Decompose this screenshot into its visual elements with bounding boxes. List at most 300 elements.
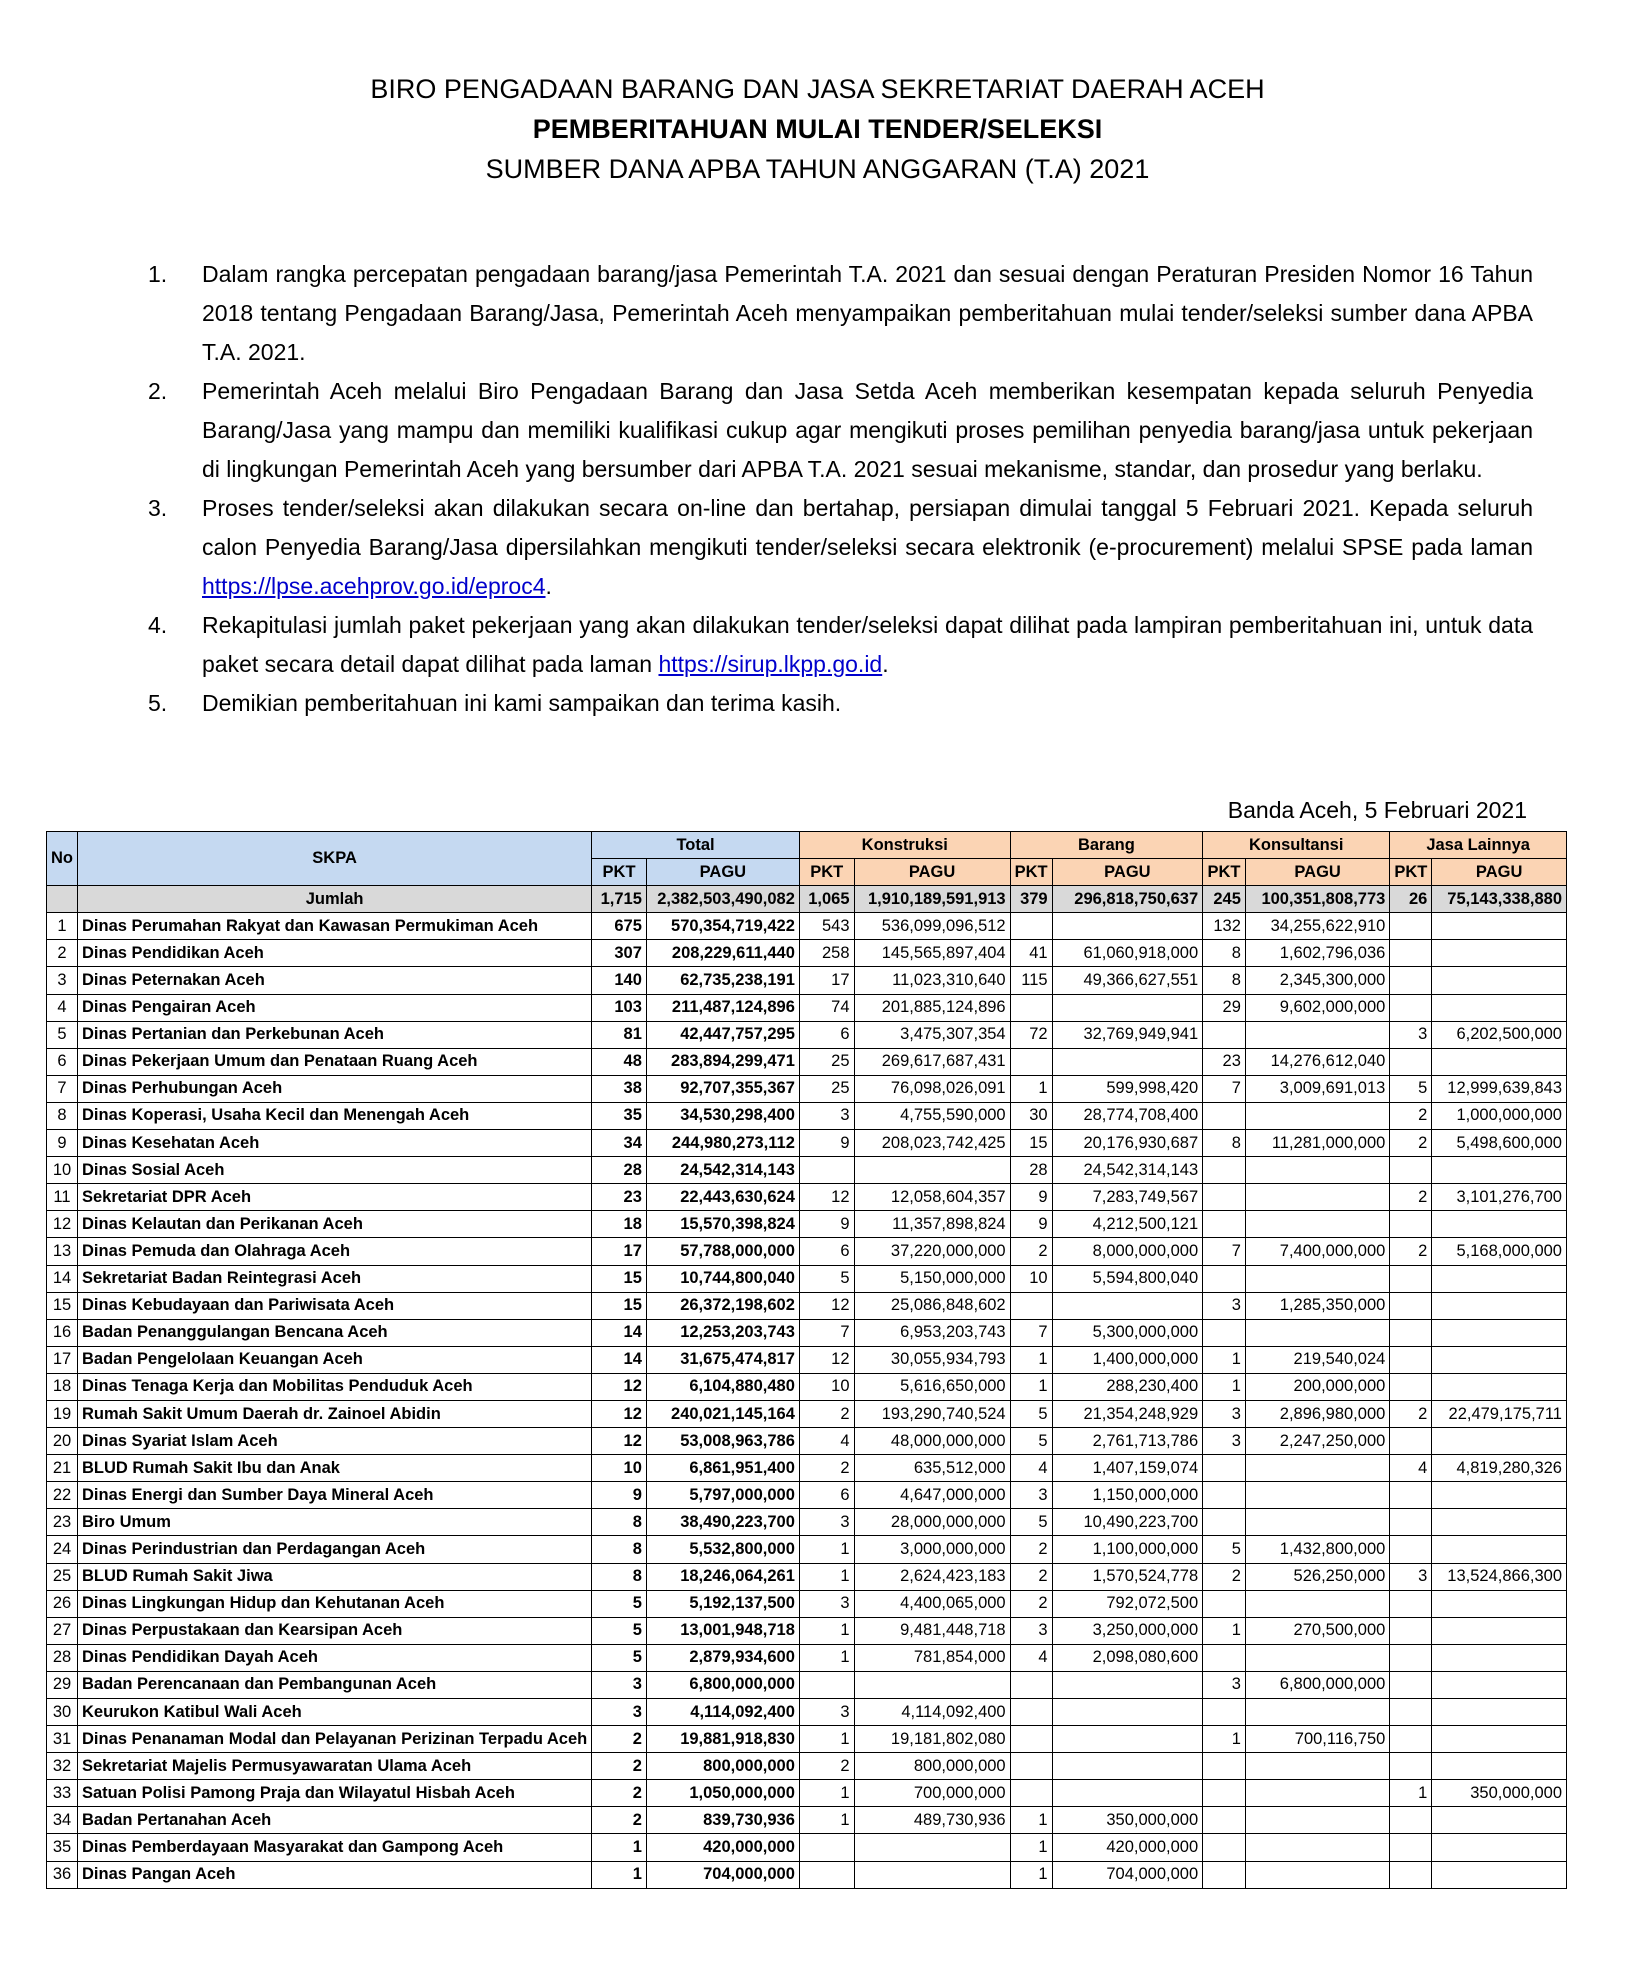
row-no: 20 [47, 1428, 78, 1455]
jasa-lainnya-pagu [1432, 1292, 1567, 1319]
konstruksi-pagu: 208,023,742,425 [854, 1130, 1010, 1157]
row-no: 32 [47, 1753, 78, 1780]
jasa-lainnya-pagu [1432, 1373, 1567, 1400]
total-pkt: 8 [592, 1536, 647, 1563]
row-no: 16 [47, 1319, 78, 1346]
total-pagu: 62,735,238,191 [646, 967, 799, 994]
konsultansi-pkt: 7 [1203, 1238, 1246, 1265]
barang-pkt: 2 [1010, 1536, 1052, 1563]
point-text [202, 606, 1533, 684]
skpa-name: Dinas Energi dan Sumber Daya Mineral Aceh [78, 1482, 592, 1509]
konstruksi-pkt: 3 [799, 1509, 854, 1536]
konsultansi-pkt: 1 [1203, 1346, 1246, 1373]
total-pagu: 13,001,948,718 [646, 1617, 799, 1644]
table-row [47, 1184, 1567, 1211]
konsultansi-pagu [1245, 1021, 1389, 1048]
konstruksi-pagu: 700,000,000 [854, 1780, 1010, 1807]
jasa-lainnya-pagu: 13,524,866,300 [1432, 1563, 1567, 1590]
table-row [47, 1238, 1567, 1265]
konsultansi-pkt: 3 [1203, 1400, 1246, 1427]
konstruksi-pkt: 3 [799, 1590, 854, 1617]
skpa-name: Dinas Pengairan Aceh [78, 994, 592, 1021]
point-text-end: . [545, 573, 552, 599]
row-no: 3 [47, 967, 78, 994]
skpa-name: Badan Penanggulangan Bencana Aceh [78, 1319, 592, 1346]
barang-pkt [1010, 1726, 1052, 1753]
total-pagu: 704,000,000 [646, 1861, 799, 1888]
jasa-lainnya-pagu: 22,479,175,711 [1432, 1400, 1567, 1427]
barang-pkt: 15 [1010, 1130, 1052, 1157]
col-header-pagu: PAGU [1432, 859, 1567, 886]
konstruksi-pkt: 6 [799, 1238, 854, 1265]
table-row [47, 1671, 1567, 1698]
konsultansi-pkt [1203, 1590, 1246, 1617]
jasa-lainnya-pagu [1432, 1346, 1567, 1373]
jasa-lainnya-pkt [1390, 1753, 1432, 1780]
konsultansi-pagu [1245, 1482, 1389, 1509]
skpa-name: Dinas Syariat Islam Aceh [78, 1428, 592, 1455]
konstruksi-pkt: 12 [799, 1292, 854, 1319]
jasa-lainnya-pkt: 2 [1390, 1238, 1432, 1265]
barang-pagu: 420,000,000 [1052, 1834, 1203, 1861]
barang-pkt: 4 [1010, 1644, 1052, 1671]
row-no: 31 [47, 1726, 78, 1753]
skpa-name: BLUD Rumah Sakit Ibu dan Anak [78, 1455, 592, 1482]
jasa-lainnya-pkt [1390, 1509, 1432, 1536]
total-pkt: 2 [592, 1807, 647, 1834]
total-pkt: 18 [592, 1211, 647, 1238]
konsultansi-pagu: 11,281,000,000 [1245, 1130, 1389, 1157]
konsultansi-pkt: 1 [1203, 1617, 1246, 1644]
jasa-lainnya-pagu [1432, 1048, 1567, 1075]
konstruksi-pagu: 11,357,898,824 [854, 1211, 1010, 1238]
jasa-lainnya-pagu [1432, 967, 1567, 994]
konstruksi-pkt [799, 1861, 854, 1888]
skpa-name: Biro Umum [78, 1509, 592, 1536]
barang-pagu: 1,570,524,778 [1052, 1563, 1203, 1590]
total-pagu: 22,443,630,624 [646, 1184, 799, 1211]
row-no: 36 [47, 1861, 78, 1888]
funding-subtitle: SUMBER DANA APBA TAHUN ANGGARAN (T.A) 2021 [485, 154, 1150, 184]
konsultansi-pagu: 6,800,000,000 [1245, 1671, 1389, 1698]
konstruksi-pkt: 7 [799, 1319, 854, 1346]
row-no: 5 [47, 1021, 78, 1048]
konstruksi-pagu: 193,290,740,524 [854, 1400, 1010, 1427]
jasa-lainnya-pkt [1390, 913, 1432, 940]
sirup-link[interactable]: https://sirup.lkpp.go.id [658, 651, 883, 677]
skpa-name: Dinas Perindustrian dan Perdagangan Aceh [78, 1536, 592, 1563]
konsultansi-pkt [1203, 1265, 1246, 1292]
row-no: 34 [47, 1807, 78, 1834]
konstruksi-pagu: 635,512,000 [854, 1455, 1010, 1482]
total-pkt: 15 [592, 1265, 647, 1292]
konstruksi-pagu: 12,058,604,357 [854, 1184, 1010, 1211]
lpse-link[interactable]: https://lpse.acehprov.go.id/eproc4 [202, 573, 546, 599]
konsultansi-pkt [1203, 1753, 1246, 1780]
barang-pagu [1052, 1780, 1203, 1807]
konsultansi-pagu [1245, 1753, 1389, 1780]
konsultansi-pkt: 3 [1203, 1428, 1246, 1455]
konstruksi-pkt: 17 [799, 967, 854, 994]
konsultansi-pkt: 29 [1203, 994, 1246, 1021]
total-pagu: 57,788,000,000 [646, 1238, 799, 1265]
total-pkt: 3 [592, 1699, 647, 1726]
total-row [47, 886, 1567, 913]
skpa-name: Dinas Pendidikan Aceh [78, 940, 592, 967]
barang-pagu [1052, 994, 1203, 1021]
point-text-body: Proses tender/seleksi akan dilakukan secara on-line dan bertahap, persiapan dimulai tanggal 5 Februari 2021. Kepada seluruh calon Penyedia Barang/Jasa dipersilahkan mengikuti tender/seleksi secara elektronik (e-procurement) melalui SPSE pada laman [202, 495, 1533, 560]
konsultansi-pagu: 1,285,350,000 [1245, 1292, 1389, 1319]
konsultansi-pagu [1245, 1319, 1389, 1346]
konsultansi-pagu [1245, 1211, 1389, 1238]
place-date: Banda Aceh, 5 Februari 2021 [1227, 797, 1527, 823]
jasa-lainnya-pkt [1390, 1807, 1432, 1834]
total-pagu: 283,894,299,471 [646, 1048, 799, 1075]
skpa-name: Sekretariat DPR Aceh [78, 1184, 592, 1211]
jasa-lainnya-pkt: 26 [1390, 886, 1432, 913]
konstruksi-pkt: 1 [799, 1726, 854, 1753]
point-text: Dalam rangka percepatan pengadaan barang/jasa Pemerintah T.A. 2021 dan sesuai dengan Peraturan Presiden Nomor 16 Tahun 2018 tentang Pengadaan Barang/Jasa, Pemerintah Aceh menyampaikan pemberitahuan mulai tender/seleksi sumber dana APBA T.A. 2021. [202, 261, 1533, 365]
point-text: Demikian pemberitahuan ini kami sampaikan dan terima kasih. [202, 690, 842, 716]
col-header-skpa: SKPA [78, 832, 592, 886]
jasa-lainnya-pkt [1390, 994, 1432, 1021]
jasa-lainnya-pkt: 2 [1390, 1184, 1432, 1211]
barang-pkt: 1 [1010, 1373, 1052, 1400]
total-pagu: 5,797,000,000 [646, 1482, 799, 1509]
skpa-name: Dinas Perpustakaan dan Kearsipan Aceh [78, 1617, 592, 1644]
total-pkt: 307 [592, 940, 647, 967]
konsultansi-pagu [1245, 1807, 1389, 1834]
jasa-lainnya-pkt [1390, 1726, 1432, 1753]
col-header-pagu: PAGU [1245, 859, 1389, 886]
barang-pagu: 1,150,000,000 [1052, 1482, 1203, 1509]
jasa-lainnya-pagu: 75,143,338,880 [1432, 886, 1567, 913]
total-pagu: 240,021,145,164 [646, 1400, 799, 1427]
jasa-lainnya-pagu [1432, 994, 1567, 1021]
jasa-lainnya-pkt: 1 [1390, 1780, 1432, 1807]
point-text: Pemerintah Aceh melalui Biro Pengadaan Barang dan Jasa Setda Aceh memberikan kesempatan kepada seluruh Penyedia Barang/Jasa yang mampu dan memiliki kualifikasi cukup agar mengikuti proses pemilihan penyedia barang/jasa untuk pekerjaan di lingkungan Pemerintah Aceh yang bersumber dari APBA T.A. 2021 sesuai mekanisme, standar, dan prosedur yang berlaku. [202, 378, 1533, 482]
skpa-name: Badan Pertanahan Aceh [78, 1807, 592, 1834]
row-no: 10 [47, 1157, 78, 1184]
barang-pkt: 5 [1010, 1428, 1052, 1455]
konsultansi-pkt [1203, 1509, 1246, 1536]
total-pagu: 420,000,000 [646, 1834, 799, 1861]
col-header-total: Total [592, 832, 800, 859]
col-header-barang: Barang [1010, 832, 1203, 859]
konsultansi-pkt [1203, 1455, 1246, 1482]
barang-pagu [1052, 1292, 1203, 1319]
konstruksi-pkt: 25 [799, 1075, 854, 1102]
konstruksi-pkt: 9 [799, 1211, 854, 1238]
total-pagu: 5,532,800,000 [646, 1536, 799, 1563]
row-no: 7 [47, 1075, 78, 1102]
total-pagu: 92,707,355,367 [646, 1075, 799, 1102]
total-pagu: 5,192,137,500 [646, 1590, 799, 1617]
konsultansi-pagu [1245, 1265, 1389, 1292]
konstruksi-pkt: 1 [799, 1780, 854, 1807]
barang-pkt: 30 [1010, 1102, 1052, 1129]
jasa-lainnya-pagu: 6,202,500,000 [1432, 1021, 1567, 1048]
barang-pagu [1052, 1753, 1203, 1780]
jasa-lainnya-pkt [1390, 1617, 1432, 1644]
table-row [47, 1861, 1567, 1888]
konsultansi-pkt [1203, 1834, 1246, 1861]
jasa-lainnya-pkt: 3 [1390, 1021, 1432, 1048]
total-pkt: 140 [592, 967, 647, 994]
skpa-name: Dinas Penanaman Modal dan Pelayanan Perizinan Terpadu Aceh [78, 1726, 592, 1753]
total-pkt: 35 [592, 1102, 647, 1129]
barang-pkt [1010, 1048, 1052, 1075]
konstruksi-pagu: 3,475,307,354 [854, 1021, 1010, 1048]
barang-pkt: 4 [1010, 1455, 1052, 1482]
konsultansi-pagu: 1,432,800,000 [1245, 1536, 1389, 1563]
table-row [47, 967, 1567, 994]
row-no: 8 [47, 1102, 78, 1129]
total-pagu: 15,570,398,824 [646, 1211, 799, 1238]
jasa-lainnya-pagu: 3,101,276,700 [1432, 1184, 1567, 1211]
skpa-name: Dinas Pendidikan Dayah Aceh [78, 1644, 592, 1671]
konstruksi-pagu: 1,910,189,591,913 [854, 886, 1010, 913]
konsultansi-pagu [1245, 1590, 1389, 1617]
col-header-pkt: PKT [1390, 859, 1432, 886]
barang-pkt: 2 [1010, 1590, 1052, 1617]
konstruksi-pagu: 800,000,000 [854, 1753, 1010, 1780]
konstruksi-pkt [799, 1834, 854, 1861]
konsultansi-pagu [1245, 1184, 1389, 1211]
total-pagu: 42,447,757,295 [646, 1021, 799, 1048]
konstruksi-pagu: 4,114,092,400 [854, 1699, 1010, 1726]
barang-pagu: 49,366,627,551 [1052, 967, 1203, 994]
barang-pagu: 350,000,000 [1052, 1807, 1203, 1834]
table-row [47, 913, 1567, 940]
konsultansi-pkt [1203, 1644, 1246, 1671]
total-pkt: 34 [592, 1130, 647, 1157]
row-no: 21 [47, 1455, 78, 1482]
konstruksi-pkt: 2 [799, 1753, 854, 1780]
point-1 [148, 255, 1533, 372]
barang-pkt: 1 [1010, 1807, 1052, 1834]
konstruksi-pagu: 201,885,124,896 [854, 994, 1010, 1021]
total-pagu: 839,730,936 [646, 1807, 799, 1834]
konsultansi-pkt: 8 [1203, 967, 1246, 994]
konstruksi-pagu: 4,755,590,000 [854, 1102, 1010, 1129]
konstruksi-pkt: 1 [799, 1617, 854, 1644]
konstruksi-pkt: 1 [799, 1644, 854, 1671]
skpa-name: Dinas Tenaga Kerja dan Mobilitas Penduduk Aceh [78, 1373, 592, 1400]
jasa-lainnya-pkt: 2 [1390, 1130, 1432, 1157]
skpa-name: Badan Perencanaan dan Pembangunan Aceh [78, 1671, 592, 1698]
barang-pkt [1010, 1780, 1052, 1807]
jasa-lainnya-pagu [1432, 1319, 1567, 1346]
row-no: 30 [47, 1699, 78, 1726]
skpa-name: Satuan Polisi Pamong Praja dan Wilayatul Hisbah Aceh [78, 1780, 592, 1807]
total-pagu: 19,881,918,830 [646, 1726, 799, 1753]
konsultansi-pkt: 8 [1203, 1130, 1246, 1157]
jasa-lainnya-pkt [1390, 1319, 1432, 1346]
point-number: 4. [148, 612, 168, 638]
row-no: 23 [47, 1509, 78, 1536]
total-pagu: 800,000,000 [646, 1753, 799, 1780]
konsultansi-pagu: 2,896,980,000 [1245, 1400, 1389, 1427]
row-no: 29 [47, 1671, 78, 1698]
konstruksi-pkt: 2 [799, 1455, 854, 1482]
barang-pkt: 1 [1010, 1834, 1052, 1861]
konstruksi-pagu: 30,055,934,793 [854, 1346, 1010, 1373]
announcement-title: PEMBERITAHUAN MULAI TENDER/SELEKSI [532, 114, 1103, 144]
barang-pagu: 5,594,800,040 [1052, 1265, 1203, 1292]
table-row [47, 1021, 1567, 1048]
konstruksi-pkt: 2 [799, 1400, 854, 1427]
barang-pagu: 1,407,159,074 [1052, 1455, 1203, 1482]
barang-pkt: 5 [1010, 1509, 1052, 1536]
table-row [47, 994, 1567, 1021]
table-row [47, 1834, 1567, 1861]
konsultansi-pagu: 270,500,000 [1245, 1617, 1389, 1644]
total-row-label: Jumlah [78, 886, 592, 913]
jasa-lainnya-pagu [1432, 940, 1567, 967]
barang-pagu: 10,490,223,700 [1052, 1509, 1203, 1536]
barang-pkt [1010, 1671, 1052, 1698]
total-pkt: 2 [592, 1780, 647, 1807]
konstruksi-pagu: 5,150,000,000 [854, 1265, 1010, 1292]
konstruksi-pkt: 3 [799, 1102, 854, 1129]
col-header-pkt: PKT [1203, 859, 1246, 886]
point-text-body: Rekapitulasi jumlah paket pekerjaan yang akan dilakukan tender/seleksi dapat dilihat pada lampiran pemberitahuan ini, untuk data paket secara detail dapat dilihat pada laman [202, 612, 1533, 677]
table-row [47, 1130, 1567, 1157]
konstruksi-pkt: 1 [799, 1563, 854, 1590]
row-no: 6 [47, 1048, 78, 1075]
total-pagu: 570,354,719,422 [646, 913, 799, 940]
jasa-lainnya-pagu [1432, 1807, 1567, 1834]
barang-pkt: 1 [1010, 1075, 1052, 1102]
konsultansi-pkt: 23 [1203, 1048, 1246, 1075]
skpa-name: Rumah Sakit Umum Daerah dr. Zainoel Abidin [78, 1400, 592, 1427]
konsultansi-pagu: 2,247,250,000 [1245, 1428, 1389, 1455]
jasa-lainnya-pagu [1432, 1536, 1567, 1563]
table-row [47, 1157, 1567, 1184]
konsultansi-pagu: 1,602,796,036 [1245, 940, 1389, 967]
table-row [47, 1726, 1567, 1753]
konstruksi-pagu [854, 1834, 1010, 1861]
jasa-lainnya-pkt [1390, 1292, 1432, 1319]
total-pkt: 2 [592, 1753, 647, 1780]
jasa-lainnya-pkt [1390, 1699, 1432, 1726]
konsultansi-pagu: 9,602,000,000 [1245, 994, 1389, 1021]
konsultansi-pkt [1203, 1780, 1246, 1807]
total-pkt: 12 [592, 1400, 647, 1427]
jasa-lainnya-pkt [1390, 1861, 1432, 1888]
barang-pagu: 61,060,918,000 [1052, 940, 1203, 967]
table-row [47, 1373, 1567, 1400]
konsultansi-pkt: 5 [1203, 1536, 1246, 1563]
konstruksi-pagu: 9,481,448,718 [854, 1617, 1010, 1644]
row-no: 12 [47, 1211, 78, 1238]
konstruksi-pagu [854, 1157, 1010, 1184]
skpa-name: Dinas Pangan Aceh [78, 1861, 592, 1888]
row-no: 4 [47, 994, 78, 1021]
table-row [47, 1699, 1567, 1726]
col-header-pkt: PKT [592, 859, 647, 886]
jasa-lainnya-pkt: 2 [1390, 1102, 1432, 1129]
konstruksi-pkt: 74 [799, 994, 854, 1021]
point-number: 1. [148, 261, 168, 287]
jasa-lainnya-pagu [1432, 1671, 1567, 1698]
konsultansi-pagu: 526,250,000 [1245, 1563, 1389, 1590]
jasa-lainnya-pagu [1432, 1482, 1567, 1509]
point-text-end: . [882, 651, 889, 677]
barang-pagu: 704,000,000 [1052, 1861, 1203, 1888]
barang-pkt: 3 [1010, 1617, 1052, 1644]
total-pagu: 12,253,203,743 [646, 1319, 799, 1346]
total-pkt: 81 [592, 1021, 647, 1048]
total-pkt: 14 [592, 1319, 647, 1346]
row-no: 35 [47, 1834, 78, 1861]
row-no: 19 [47, 1400, 78, 1427]
jasa-lainnya-pagu [1432, 1428, 1567, 1455]
point-number: 5. [148, 690, 168, 716]
konstruksi-pkt: 12 [799, 1184, 854, 1211]
jasa-lainnya-pkt [1390, 1048, 1432, 1075]
row-no: 9 [47, 1130, 78, 1157]
konstruksi-pagu: 4,400,065,000 [854, 1590, 1010, 1617]
table-row [47, 1590, 1567, 1617]
total-pkt: 12 [592, 1428, 647, 1455]
konsultansi-pkt: 3 [1203, 1292, 1246, 1319]
barang-pagu: 792,072,500 [1052, 1590, 1203, 1617]
konsultansi-pkt [1203, 1102, 1246, 1129]
table-row [47, 1563, 1567, 1590]
konstruksi-pkt: 6 [799, 1482, 854, 1509]
konsultansi-pagu: 14,276,612,040 [1245, 1048, 1389, 1075]
skpa-name: Dinas Pemuda dan Olahraga Aceh [78, 1238, 592, 1265]
total-pkt: 8 [592, 1563, 647, 1590]
barang-pkt [1010, 1292, 1052, 1319]
konsultansi-pkt [1203, 1211, 1246, 1238]
table-row [47, 1292, 1567, 1319]
jasa-lainnya-pkt [1390, 1346, 1432, 1373]
konsultansi-pagu [1245, 1780, 1389, 1807]
point-5 [148, 684, 1533, 723]
konsultansi-pagu [1245, 1102, 1389, 1129]
barang-pkt: 115 [1010, 967, 1052, 994]
table-row [47, 1536, 1567, 1563]
total-pkt: 3 [592, 1671, 647, 1698]
konstruksi-pkt: 4 [799, 1428, 854, 1455]
skpa-name: Badan Pengelolaan Keuangan Aceh [78, 1346, 592, 1373]
table-row [47, 1644, 1567, 1671]
table-row [47, 1780, 1567, 1807]
jasa-lainnya-pagu [1432, 1509, 1567, 1536]
col-header-no: No [47, 832, 78, 886]
skpa-name: Dinas Kelautan dan Perikanan Aceh [78, 1211, 592, 1238]
konstruksi-pagu: 489,730,936 [854, 1807, 1010, 1834]
barang-pagu: 7,283,749,567 [1052, 1184, 1203, 1211]
total-pagu: 6,800,000,000 [646, 1671, 799, 1698]
point-text [202, 489, 1533, 606]
table-row [47, 1075, 1567, 1102]
barang-pkt: 72 [1010, 1021, 1052, 1048]
total-row-no [47, 886, 78, 913]
total-pkt: 38 [592, 1075, 647, 1102]
konsultansi-pagu [1245, 1834, 1389, 1861]
konstruksi-pagu: 4,647,000,000 [854, 1482, 1010, 1509]
skpa-name: Keurukon Katibul Wali Aceh [78, 1699, 592, 1726]
konstruksi-pkt: 12 [799, 1346, 854, 1373]
jasa-lainnya-pkt: 3 [1390, 1563, 1432, 1590]
konsultansi-pagu: 7,400,000,000 [1245, 1238, 1389, 1265]
total-pkt: 103 [592, 994, 647, 1021]
barang-pkt: 379 [1010, 886, 1052, 913]
